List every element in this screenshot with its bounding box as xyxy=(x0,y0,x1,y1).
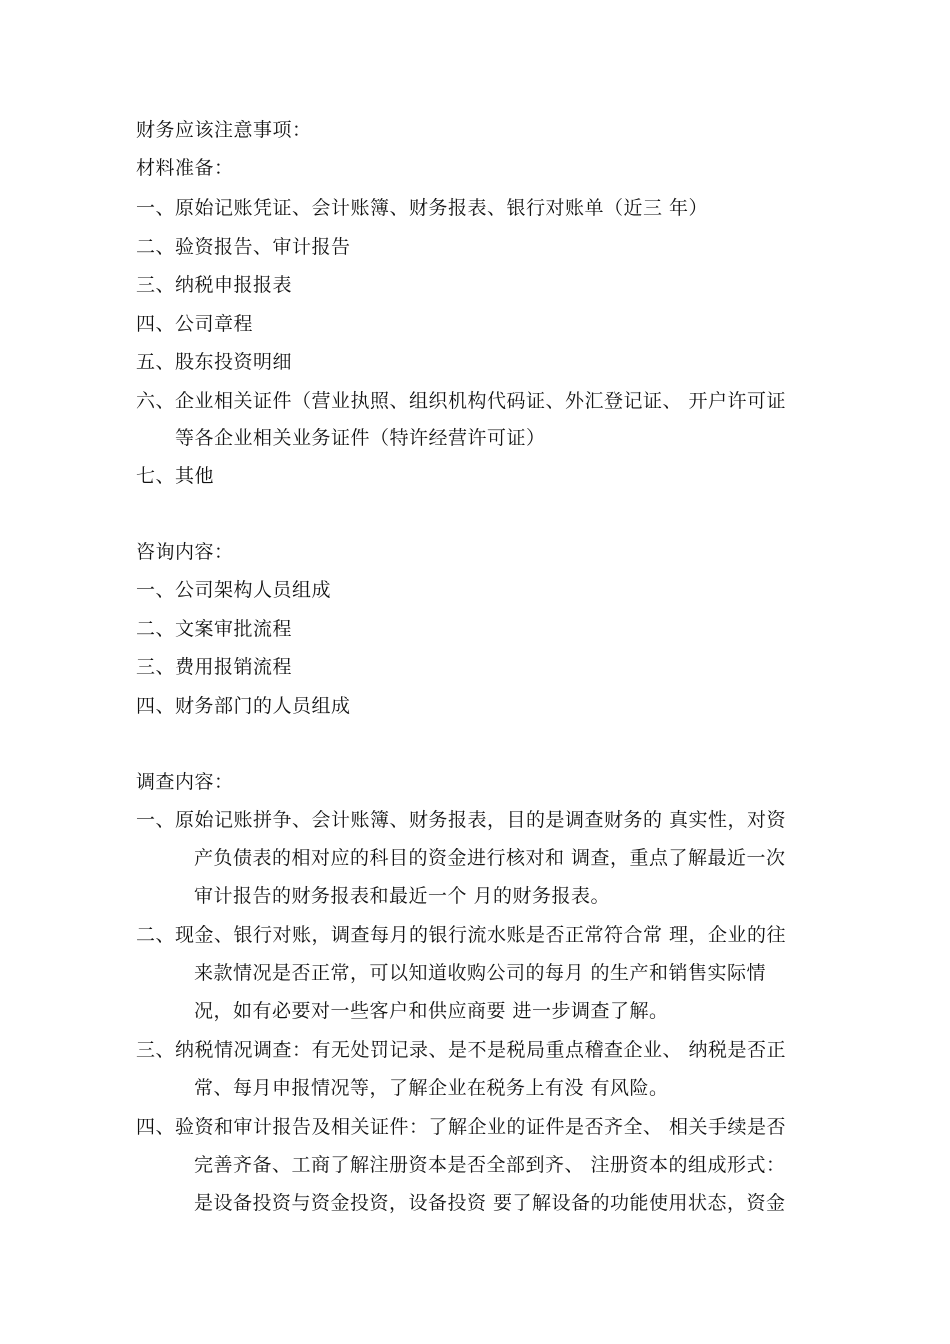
survey-item-3-cont: 常、每月申报情况等，了解企业在税务上有没 有风险。 xyxy=(194,1077,669,1099)
materials-item-2: 二、验资报告、审计报告 xyxy=(136,236,351,258)
consult-item-1: 一、公司架构人员组成 xyxy=(136,579,332,601)
consult-heading: 咨询内容： xyxy=(136,541,234,563)
survey-item-4-cont-b: 是设备投资与资金投资，设备投资 要了解设备的功能使用状态，资金 xyxy=(194,1192,786,1214)
materials-item-4: 四、公司章程 xyxy=(136,313,254,335)
consult-item-2: 二、文案审批流程 xyxy=(136,618,293,640)
materials-item-5: 五、股东投资明细 xyxy=(136,351,293,373)
survey-heading: 调查内容： xyxy=(136,771,234,793)
materials-item-3: 三、纳税申报报表 xyxy=(136,274,293,296)
materials-heading: 材料准备： xyxy=(136,157,234,179)
survey-item-4: 四、验资和审计报告及相关证件：了解企业的证件是否齐全、 相关手续是否 xyxy=(136,1116,787,1138)
materials-item-7: 七、其他 xyxy=(136,465,215,487)
consult-item-4: 四、财务部门的人员组成 xyxy=(136,695,351,717)
survey-item-2-cont-a: 来款情况是否正常，可以知道收购公司的每月 的生产和销售实际情 xyxy=(194,962,767,984)
survey-item-4-cont-a: 完善齐备、工商了解注册资本是否全部到齐、 注册资本的组成形式： xyxy=(194,1154,786,1176)
survey-item-1-cont-b: 审计报告的财务报表和最近一个 月的财务报表。 xyxy=(194,885,611,907)
materials-item-1: 一、原始记账凭证、会计账簿、财务报表、银行对账单（近三 年） xyxy=(136,197,709,219)
materials-item-6: 六、企业相关证件（营业执照、组织机构代码证、外汇登记证、 开户许可证 xyxy=(136,390,787,412)
materials-item-6-cont: 等各企业相关业务证件（特许经营许可证） xyxy=(175,427,546,449)
survey-item-2-cont-b: 况，如有必要对一些客户和供应商要 进一步调查了解。 xyxy=(194,1000,669,1022)
survey-item-2: 二、现金、银行对账，调查每月的银行流水账是否正常符合常 理，企业的往 xyxy=(136,924,787,946)
document-title: 财务应该注意事项： xyxy=(136,119,312,141)
survey-item-1-cont-a: 产负债表的相对应的科目的资金进行核对和 调查，重点了解最近一次 xyxy=(194,847,786,869)
survey-item-1: 一、原始记账拼争、会计账簿、财务报表，目的是调查财务的 真实性，对资 xyxy=(136,809,787,831)
survey-item-3: 三、纳税情况调查：有无处罚记录、是不是税局重点稽查企业、 纳税是否正 xyxy=(136,1039,787,1061)
consult-item-3: 三、费用报销流程 xyxy=(136,656,293,678)
